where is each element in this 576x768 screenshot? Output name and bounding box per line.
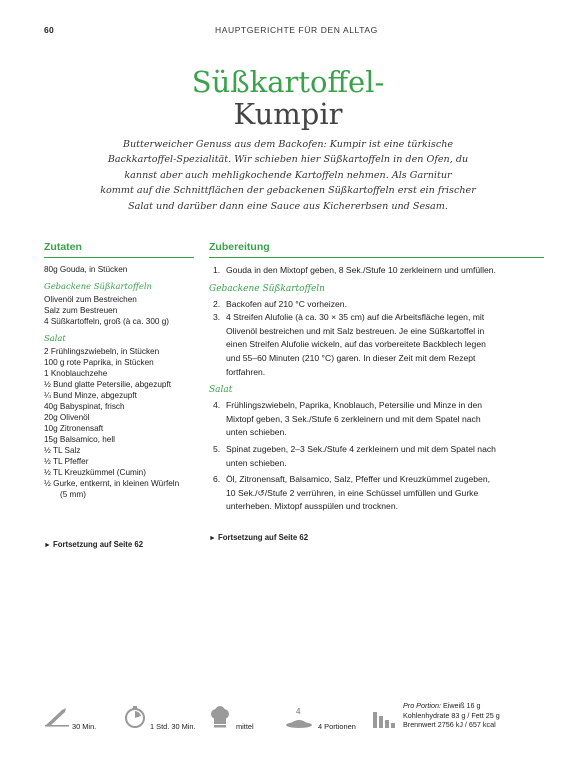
intro-line: kannst aber auch mehligkochende Kartoffeln nehmen. Als Garnitur [124,169,452,181]
step-4 [209,399,544,440]
step-group-title: Gebackene Süßkartoffeln [209,283,325,294]
ingredients-heading-rule [44,257,194,258]
continuation-text: Fortsetzung auf Seite 62 [217,533,309,542]
step-line: Olivenöl bestreichen und mit Salz bestreuen. Je eine Süßkartoffel in [226,325,485,336]
ingredient-item: 2 Frühlingszwiebeln, in Stücken [44,347,160,356]
step-line: Mixtopf geben, 3 Sek./Stufe 6 zerkleinern und mit dem Spatel nach [226,413,481,424]
ingredient-item: 15g Balsamico, hell [44,435,115,444]
ingredient-item: 100 g rote Paprika, in Stücken [44,358,154,367]
intro-line: Butterweicher Genuss aus dem Backofen: Kumpir ist eine türkische [122,139,454,150]
nutrition-protein: Eiweiß 16 g [442,701,481,710]
ingredient-group-title: Salat [44,333,66,343]
timer-icon [124,705,146,729]
ingredient-item: 10g Zitronensaft [44,424,104,433]
ingredient-group-title: Gebackene Süßkartoffeln [44,281,152,291]
ingredient-item: Salz zum Bestreuen [44,306,118,315]
step-line: fortfahren. [226,366,266,377]
ingredient-item: Olivenöl zum Bestreichen [44,295,137,304]
nutrition-carbs-fat: Kohlenhydrate 83 g / Fett 25 g [403,710,500,720]
chef-hat-icon [209,705,231,729]
nutrition-info [403,701,500,730]
step-number: 1. [213,265,221,275]
ingredient-item: ½ Bund glatte Petersilie, abgezupft [44,380,171,389]
difficulty: mittel [236,722,254,731]
step-6 [209,473,544,514]
ingredient-item: ¼ Bund Minze, abgezupft [44,391,137,400]
step-line: Frühlingszwiebeln, Paprika, Knoblauch, Petersilie und Minze in den [226,400,483,411]
arrow-right-icon: ► [209,535,216,542]
preparation-column [209,240,544,514]
nutrition-energy: Brennwert 2756 kJ / 657 kcal [403,720,496,729]
portions-icon-number: 4 [296,707,301,716]
recipe-title-line2: Kumpir [233,97,343,131]
knife-icon [44,706,70,728]
ingredients-heading: Zutaten [44,241,82,253]
step-2 [209,298,544,312]
prep-time: 30 Min. [72,722,97,731]
step-line: unten schieben. [226,457,287,468]
intro-line: kommt auf die Schnittflächen der gebackenen Süßkartoffeln erst ein frischer [100,185,476,197]
intro-line: Salat und darüber dann eine Sauce aus Kichererbsen und Sesam. [128,200,448,212]
step-number: 6. [213,474,221,485]
step-line: 10 Sek./↺/Stufe 2 verrühren, in eine Schüssel umfüllen und Gurke [226,487,479,498]
recipe-title [0,66,576,130]
nutrition-label: Pro Portion: [403,701,441,710]
intro-line: Backkartoffel-Spezialität. Wir schieben hier Süßkartoffeln in den Ofen, du [107,154,469,166]
step-line: Öl, Zitronensaft, Balsamico, Salz, Pfeffer und Kreuzkümmel zugeben, [226,474,490,485]
preparation-continuation-link[interactable] [209,533,308,542]
ingredient-item: ½ Gurke, entkernt, in kleinen Würfeln [44,479,180,488]
ingredient-item: 20g Olivenöl [44,413,90,422]
step-line: unten schieben. [226,427,287,438]
step-1 [209,264,544,278]
ingredient-item: ½ TL Pfeffer [44,457,89,466]
continuation-text: Fortsetzung auf Seite 62 [52,540,144,549]
step-number: 3. [213,312,221,323]
total-time: 1 Std. 30 Min. [150,722,196,731]
step-number: 4. [213,400,221,411]
ingredient-item: 4 Süßkartoffeln, groß (à ca. 300 g) [44,317,169,326]
step-number: 2. [213,298,221,309]
step-line: Backofen auf 210 °C vorheizen. [226,298,347,309]
step-3 [209,311,544,379]
recipe-footer [0,700,576,740]
step-line: einen Streifen Alufolie wickeln, auf das vorbereitete Backblech legen [226,339,486,350]
arrow-right-icon: ► [44,542,51,549]
step-line: Spinat zugeben, 2–3 Sek./Stufe 4 zerkleinern und mit dem Spatel nach [226,443,496,454]
ingredient-item-continued: (5 mm) [60,490,86,499]
ingredients-column [44,240,194,500]
preparation-heading: Zubereitung [209,241,270,253]
recipe-title-line1: Süßkartoffel- [191,65,385,99]
ingredient-item: 1 Knoblauchzehe [44,369,108,378]
bar-chart-icon [372,708,396,730]
ingredients-continuation-link[interactable] [44,540,143,549]
ingredient-item: 80g Gouda, in Stücken [44,265,128,274]
step-group-title: Salat [209,385,233,396]
recipe-intro [100,137,476,214]
step-line: 4 Streifen Alufolie (à ca. 30 × 35 cm) auf die Arbeitsfläche legen, mit [226,312,485,323]
preparation-heading-rule [209,257,544,258]
step-line: unterheben. Mixtopf ausspülen und trocknen. [226,501,398,512]
step-line: Gouda in den Mixtopf geben, 8 Sek./Stufe 10 zerkleinern und umfüllen. [226,265,496,275]
page-header [0,25,576,39]
step-line: und 55–60 Minuten (210 °C) garen. In dieser Zeit mit dem Rezept [226,352,476,363]
ingredient-item: ½ TL Kreuzkümmel (Cumin) [44,468,146,477]
step-number: 5. [213,443,221,454]
step-5 [209,443,544,470]
portions: 4 Portionen [318,722,356,731]
ingredient-item: ½ TL Salz [44,446,81,455]
section-title: HAUPTGERICHTE FÜR DEN ALLTAG [215,25,378,35]
page-number: 60 [44,25,55,35]
ingredient-item: 40g Babyspinat, frisch [44,402,125,411]
